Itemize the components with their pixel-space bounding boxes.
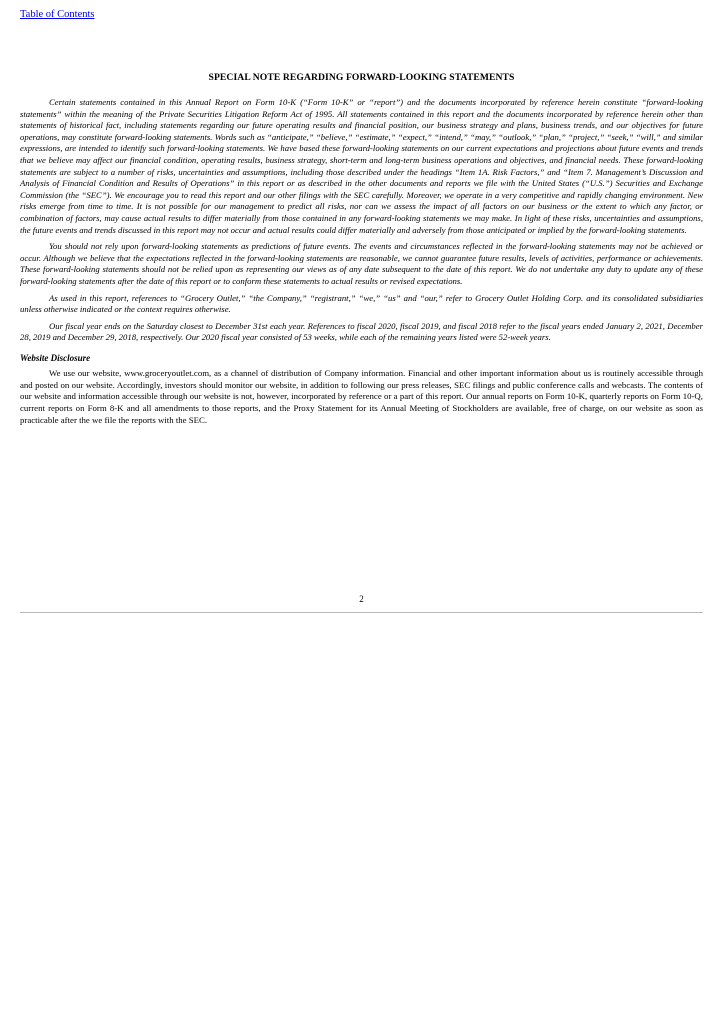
section-title: SPECIAL NOTE REGARDING FORWARD-LOOKING STATEMENTS <box>208 72 515 83</box>
table-of-contents-link[interactable]: Table of Contents <box>20 9 95 20</box>
paragraph-website-disclosure: We use our website, www.groceryoutlet.com, as a channel of distribution of Company information. Financial and other important information about us is routinely accessible through and posted on our website. Accordingly, investors should monitor our website, in addition to following our press releases, SEC filings and public conference calls and webcasts. The contents of our website and information accessible through our website is not, however, incorporated by reference or a part of this report. Our annual reports on Form 10-K, quarterly reports on Form 10-Q, current reports on Form 8-K and all amendments to those reports, and the Proxy Statement for its Annual Meeting of Stockholders are available, free of charge, on our website as soon as practicable after the we file the reports with the SEC. <box>20 367 703 426</box>
paragraph-forward-looking-1: Certain statements contained in this Annual Report on Form 10-K (“Form 10-K” or “report”) and the documents incorporated by reference herein constitute “forward-looking statements” within the meaning of the Private Securities Litigation Reform Act of 1995. All statements contained in this report and the documents incorporated by reference herein other than statements of historical fact, including statements regarding our future operating results and financial position, our business strategy and plans, business trends, and our objectives for future operations, may constitute forward-looking statements. Words such as “anticipate,” “believe,” “estimate,” “expect,” “intend,” “may,” “outlook,” “plan,” “project,” “seek,” “will,” and similar expressions, are intended to identify such forward-looking statements. We have based these forward-looking statements on our current expectations and projections about future events and trends that we believe may affect our financial condition, operating results, business strategy, short-term and long-term business operations and objectives, and financial needs. These forward-looking statements are subject to a number of risks, uncertainties and assumptions, including those described under the headings “Item 1A. Risk Factors,” and “Item 7. Management’s Discussion and Analysis of Financial Condition and Results of Operations” in this report or as described in the other documents and reports we file with the United States (“U.S.”) Securities and Exchange Commission (the “SEC”). We encourage you to read this report and our other filings with the SEC carefully. Moreover, we operate in a very competitive and rapidly changing environment. New risks emerge from time to time. It is not possible for our management to predict all risks, nor can we assess the impact of all factors on our business or the extent to which any factor, or combination of factors, may cause actual results to differ materially from those contained in any forward-looking statements we may make. In light of these risks, uncertainties and assumptions, the future events and trends discussed in this report may not occur and actual results could differ materially and adversely from those anticipated or implied by the forward-looking statements. <box>20 97 703 235</box>
page-number: 2 <box>359 594 364 604</box>
website-disclosure-heading: Website Disclosure <box>20 352 91 363</box>
paragraph-company-references: As used in this report, references to “Grocery Outlet,” “the Company,” “registrant,” “we,” “us” and “our,” refer to Grocery Outlet Holding Corp. and its consolidated subsidiaries unless otherwise indicated or the context requires otherwise. <box>20 292 703 315</box>
paragraph-forward-looking-2: You should not rely upon forward-looking statements as predictions of future events. The events and circumstances reflected in the forward-looking statements may not be achieved or occur. Although we believe that the expectations reflected in the forward-looking statements are reasonable, we cannot guarantee future results, levels of activities, performance or achievements. These forward-looking statements should not be relied upon as representing our views as of any date subsequent to the date of this report. We do not undertake any duty to update any of these forward-looking statements after the date of this report or to conform these statements to actual results or revised expectations. <box>20 241 703 286</box>
page-divider <box>20 612 703 613</box>
forward-looking-statements-section <box>20 97 703 427</box>
paragraph-fiscal-year: Our fiscal year ends on the Saturday closest to December 31st each year. References to fiscal 2020, fiscal 2019, and fiscal 2018 refer to the fiscal years ended January 2, 2021, December 28, 2019 and December 29, 2018, respectively. Our 2020 fiscal year consisted of 53 weeks, while each of the remaining years listed were 52-week years. <box>20 320 703 343</box>
